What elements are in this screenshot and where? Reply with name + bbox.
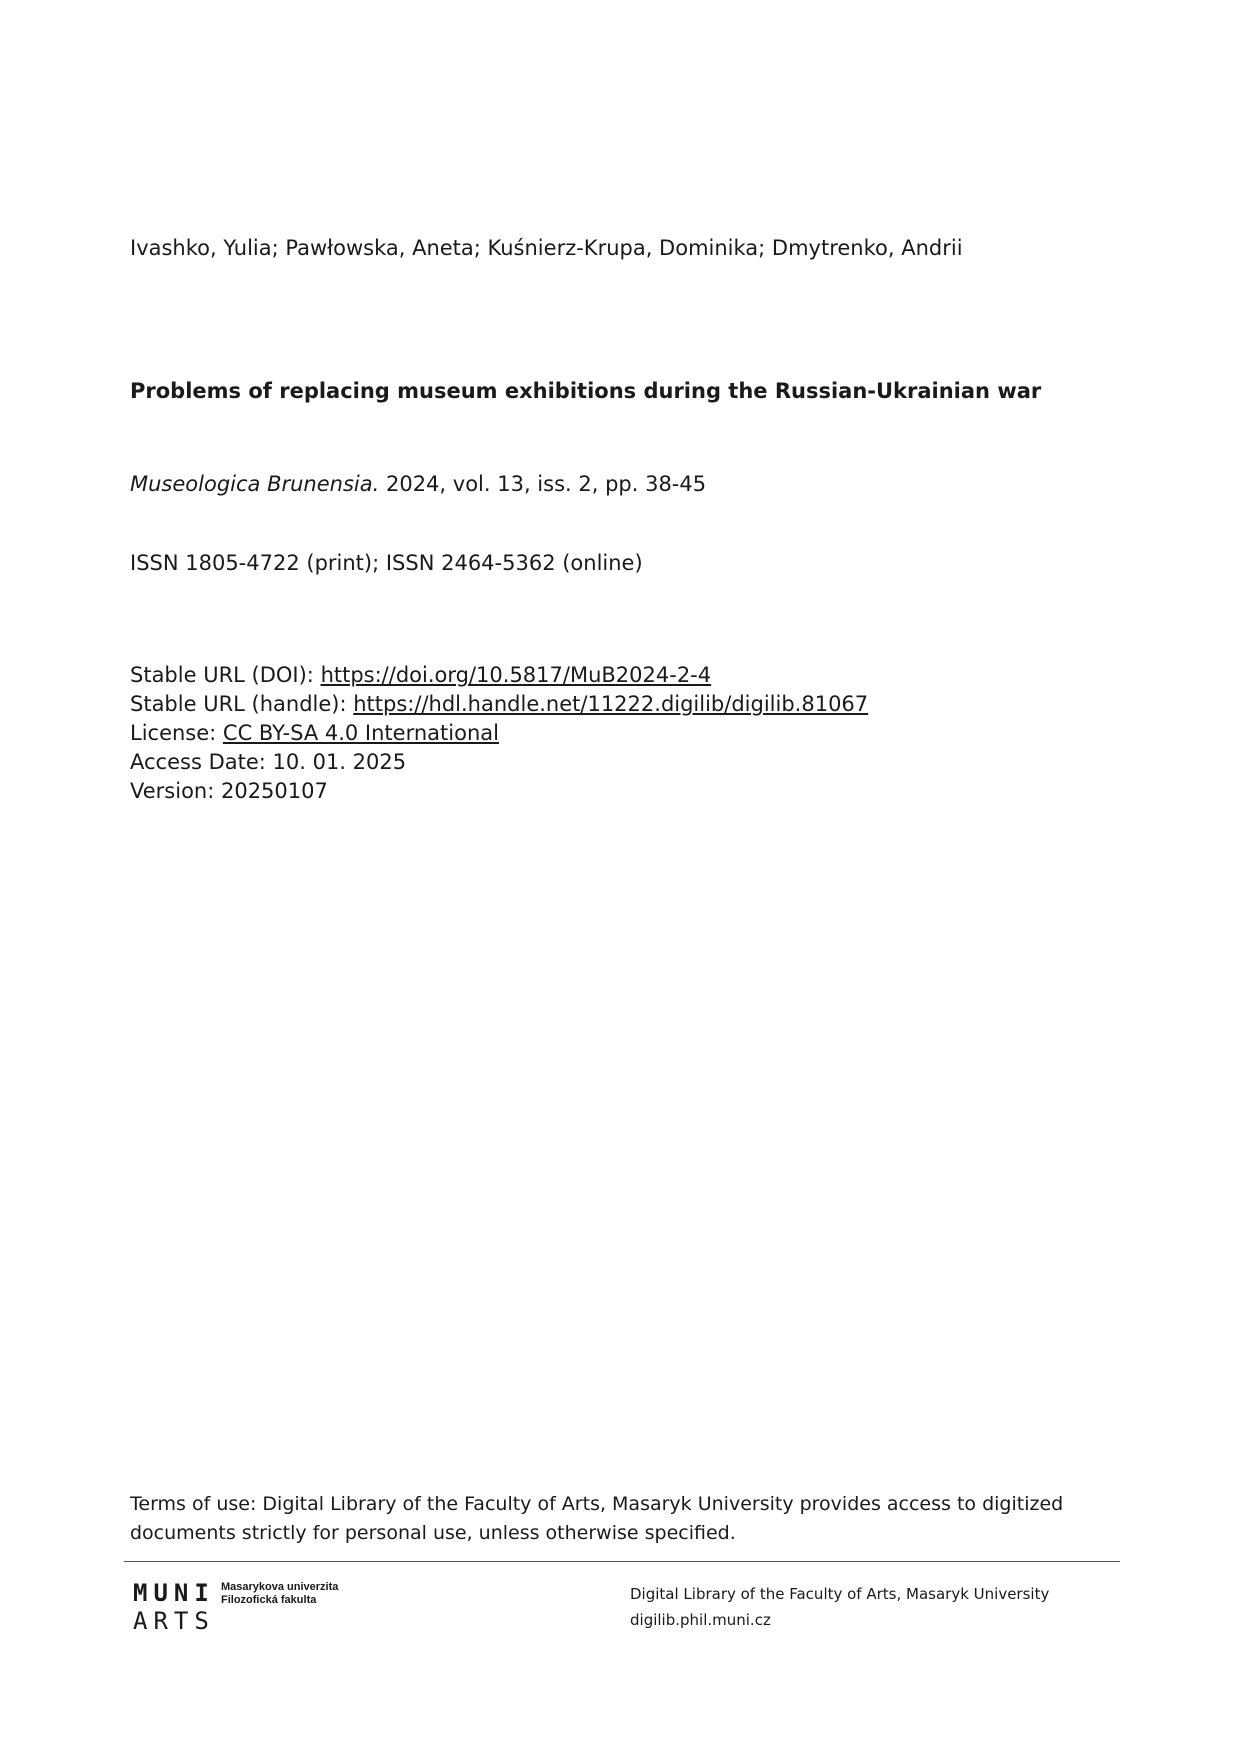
citation (130, 470, 706, 498)
license-link[interactable]: CC BY-SA 4.0 International (222, 721, 499, 745)
access-date: Access Date: 10. 01. 2025 (130, 750, 407, 774)
logo-muni: MUNI (133, 1579, 215, 1607)
logo-faculty: Filozofická fakulta (221, 1594, 317, 1606)
footer-divider (124, 1561, 1120, 1562)
library-url[interactable]: digilib.phil.muni.cz (630, 1611, 771, 1629)
library-name: Digital Library of the Faculty of Arts, Masaryk University (630, 1585, 1050, 1603)
handle-label: Stable URL (handle): (130, 692, 354, 716)
muni-arts-logo (133, 1580, 373, 1636)
doi-label: Stable URL (DOI): (130, 663, 321, 687)
doi-row (130, 661, 868, 690)
article-title: Problems of replacing museum exhibitions during the Russian-Ukrainian war (130, 379, 1042, 403)
authors: Ivashko, Yulia; Pawłowska, Aneta; Kuśnierz-Krupa, Dominika; Dmytrenko, Andrii (130, 236, 963, 260)
footer-library-info (630, 1581, 1049, 1633)
version: Version: 20250107 (130, 779, 328, 803)
issn: ISSN 1805-4722 (print); ISSN 2464-5362 (online) (130, 551, 643, 575)
logo-university: Masarykova univerzita (221, 1581, 339, 1593)
license-label: License: (130, 721, 223, 745)
logo-arts: ARTS (133, 1607, 215, 1635)
license-row (130, 719, 868, 748)
journal-name: Museologica Brunensia. (130, 472, 380, 496)
handle-row (130, 690, 868, 719)
logo-institution (221, 1581, 338, 1607)
handle-link[interactable]: https://hdl.handle.net/11222.digilib/digilib.81067 (353, 692, 869, 716)
metadata-block (130, 661, 868, 806)
doi-link[interactable]: https://doi.org/10.5817/MuB2024-2-4 (320, 663, 712, 687)
terms-of-use: Terms of use: Digital Library of the Faculty of Arts, Masaryk University provides access to digitized documents strictly for personal use, unless otherwise specified. (130, 1493, 1064, 1544)
citation-details: 2024, vol. 13, iss. 2, pp. 38-45 (379, 472, 707, 496)
